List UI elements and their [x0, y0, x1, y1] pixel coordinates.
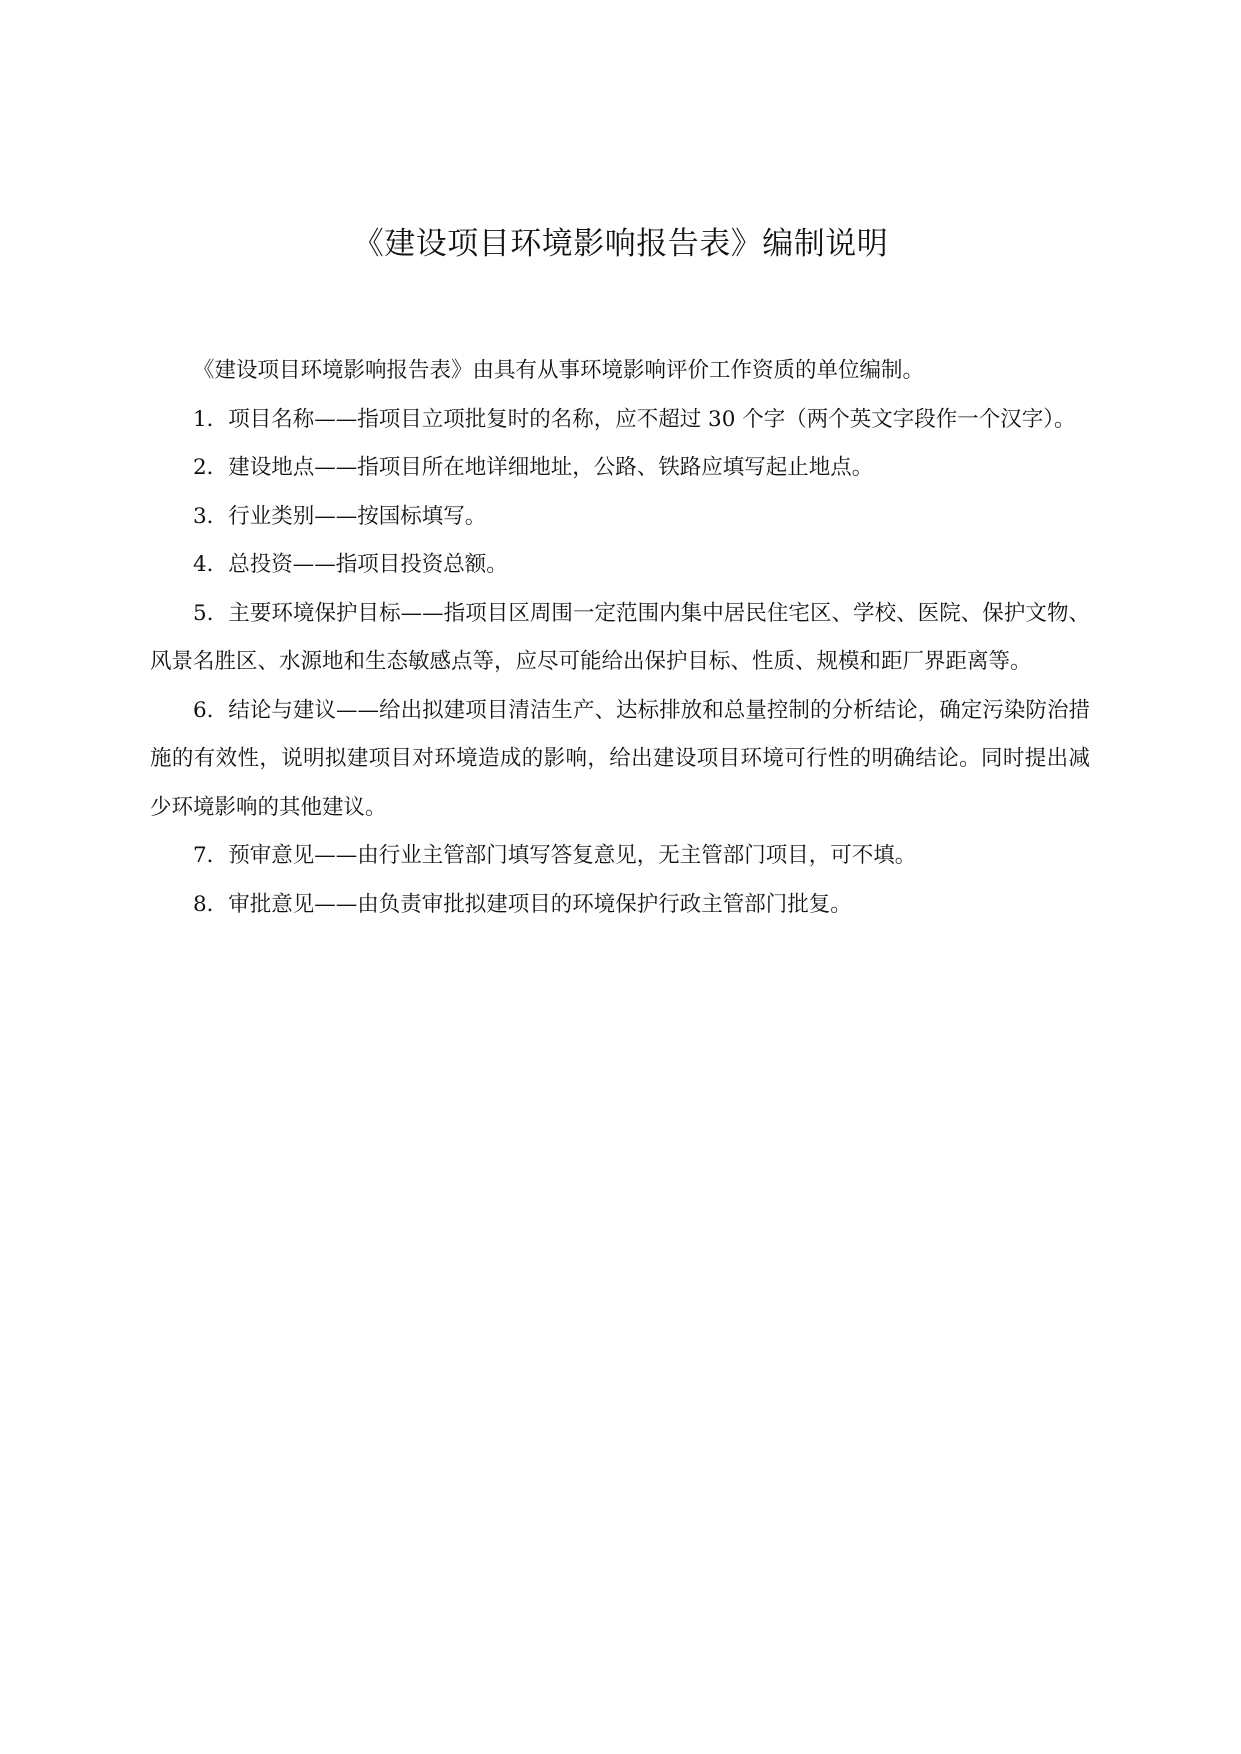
item-text: 预审意见——由行业主管部门填写答复意见，无主管部门项目，可不填。 [228, 843, 917, 868]
item-text: 建设地点——指项目所在地详细地址，公路、铁路应填写起止地点。 [228, 455, 874, 480]
item-text: 行业类别——按国标填写。 [228, 503, 487, 529]
item-text: 审批意见——由负责审批拟建项目的环境保护行政主管部门批复。 [228, 891, 852, 917]
instruction-item-6 [150, 687, 1090, 833]
instruction-item-8 [150, 881, 1090, 930]
instruction-item-7 [150, 832, 1090, 881]
item-number: 3． [193, 503, 229, 529]
item-text: 总投资——指项目投资总额。 [228, 552, 508, 577]
item-number: 7． [193, 843, 229, 868]
instruction-item-5 [150, 590, 1090, 687]
item-number: 4． [193, 552, 229, 577]
item-number: 5． [193, 600, 229, 626]
item-number: 8． [193, 891, 229, 917]
item-number: 2． [193, 455, 229, 480]
instruction-item-2 [150, 444, 1090, 493]
item-text: 主要环境保护目标——指项目区周围一定范围内集中居民住宅区、学校、医院、保护文物、风景名胜区、水源地和生态敏感点等，应尽可能给出保护目标、性质、规模和距厂界距离等。 [150, 600, 1090, 674]
item-text: 结论与建议——给出拟建项目清洁生产、达标排放和总量控制的分析结论，确定污染防治措施的有效性，说明拟建项目对环境造成的影响，给出建设项目环境可行性的明确结论。同时提出减少环境影响的其他建议。 [150, 697, 1090, 820]
instruction-item-1 [150, 396, 1090, 445]
instruction-item-4 [150, 541, 1090, 590]
page-title: 《建设项目环境影响报告表》编制说明 [352, 226, 889, 262]
instructions-body [150, 347, 1090, 929]
item-number: 1． [193, 406, 229, 432]
instruction-item-3 [150, 493, 1090, 542]
intro-paragraph: 《建设项目环境影响报告表》由具有从事环境影响评价工作资质的单位编制。 [193, 358, 925, 383]
item-number: 6． [193, 697, 229, 723]
item-text: 项目名称——指项目立项批复时的名称，应不超过 30 个字（两个英文字段作一个汉字）。 [228, 406, 1076, 432]
